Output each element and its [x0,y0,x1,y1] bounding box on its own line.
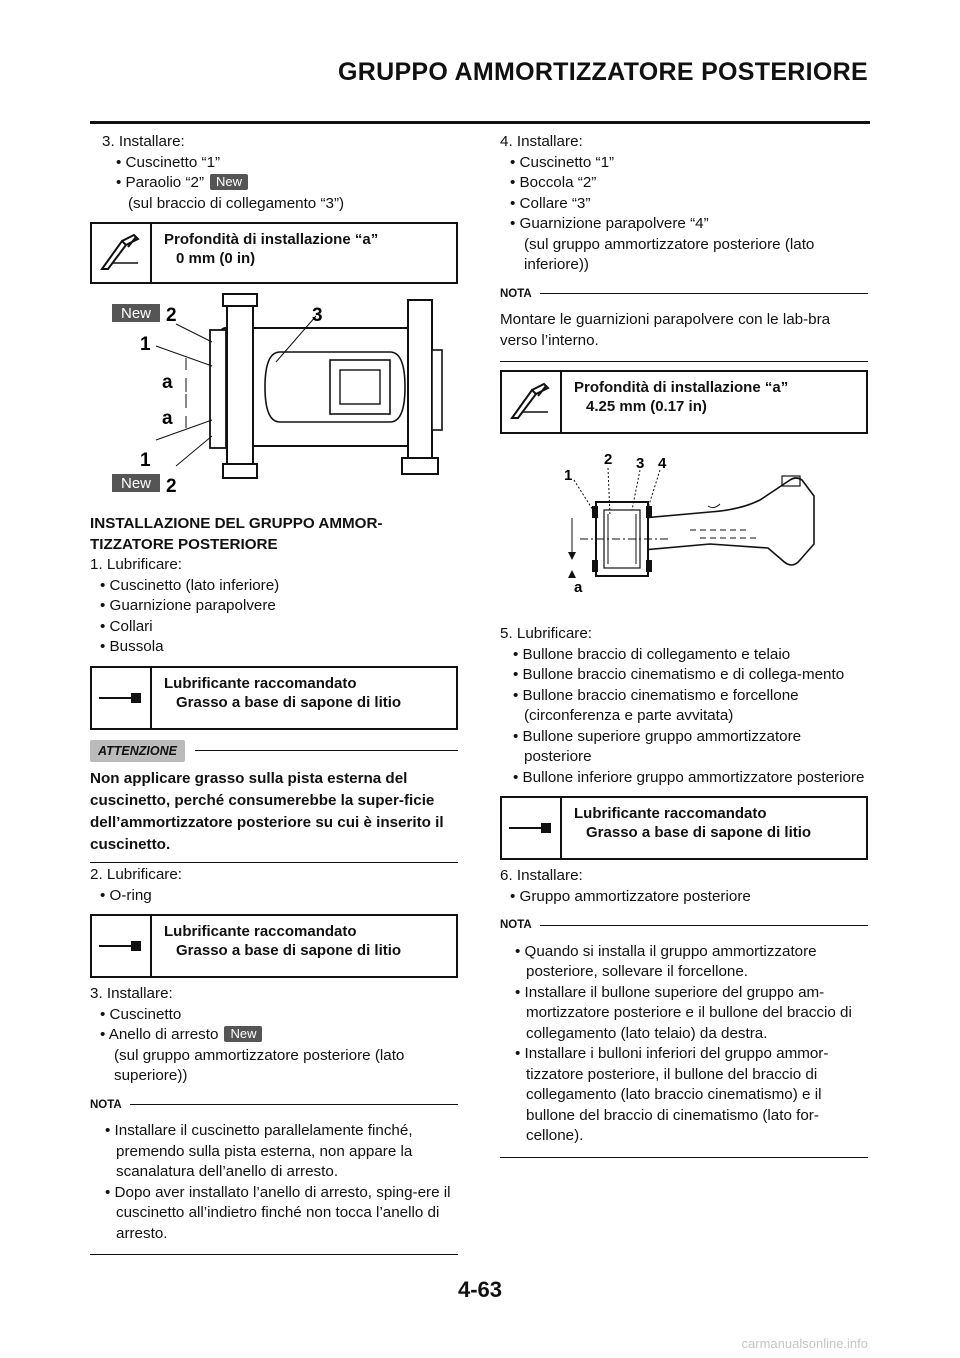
caliper-icon [92,224,152,282]
step-item: • Cuscinetto “1” [116,153,221,171]
page-number: 4-63 [457,1277,503,1302]
nota-header [90,1095,458,1116]
step-3a [90,132,458,214]
nota-item: • Quando si installa il gruppo ammortizzatore posteriore, sollevare il forcellone. [515,942,817,980]
bolt-nut [223,464,257,478]
bearing-right [432,350,442,430]
bolt-head [223,294,257,306]
dim-arrow [568,552,576,560]
grease-gun-icon [92,916,152,976]
step-title: 1. Lubrificare: [90,556,183,573]
spec-box-lubricant [90,666,458,730]
nota-label: NOTA [90,1098,122,1111]
nota-header [500,915,868,936]
step-item: • Cuscinetto (lato inferiore) [100,576,280,594]
spec-label: Lubrificante raccomandato [574,805,767,822]
nota-header [500,284,868,305]
diagram-label: New [120,305,152,322]
header-rule [90,121,870,124]
step-item: • O-ring [100,886,152,904]
diagram-label: 2 [604,451,613,468]
step-1 [90,555,458,658]
step-item: • Guarnizione parapolvere [100,597,276,614]
section-title: INSTALLAZIONE DEL GRUPPO AMMOR- TIZZATORE POSTERIORE [90,515,383,553]
step-6 [500,866,868,907]
nota-item: • Installare i bulloni inferiori del gruppo ammor-tizzatore posteriore, il bullone del braccio di collegamento (lato braccio cinematismo) e il bullone del braccio di cinematismo (lato for-cellone). [515,1045,829,1144]
spec-value: Grasso a base di sapone di litio [176,693,402,711]
diagram-shock-lower-bearing [500,440,868,620]
grease-gun-icon [502,798,562,858]
step-item: • Guarnizione parapolvere “4” [510,215,709,232]
nota-item: • Installare il cuscinetto parallelamente finché, premendo sulla pista esterna, non appare la scanalatura dell’anello di arresto. [105,1122,413,1180]
nota-item: • Installare il bullone superiore del gruppo am-mortizzatore posteriore e il bullone del braccio di collegamento (lato telaio) da destra. [515,983,852,1042]
diagram-label: 1 [140,450,151,471]
diagram-label: 4 [658,455,667,472]
step-title: 2. Lubrificare: [90,866,183,883]
step-note: (sul braccio di collegamento “3”) [128,194,345,212]
dust-seal [592,506,598,518]
attention-text: Non applicare grasso sulla pista esterna del cuscinetto, perché consumerebbe la super-ficie dell’ammortizzatore posteriore su cui è inserito il cuscinetto. [90,770,444,853]
watermark: carmanualsonline.info [741,1336,868,1351]
diagram-label: 3 [636,455,645,472]
spec-box-lubricant [500,796,868,860]
leader-line [276,316,316,362]
spec-label: Lubrificante raccomandato [164,923,357,940]
left-column [90,132,458,1255]
leader-line [176,324,212,342]
attention-label: ATTENZIONE [90,740,185,763]
step-title: 3. Installare: [102,133,185,150]
diagram-label: 1 [564,467,573,484]
new-badge: New [210,174,248,190]
leader-line [648,470,660,508]
dust-seal [592,560,598,572]
dim-arrow [568,570,576,578]
step-5 [500,624,868,788]
step-item: • Bullone superiore gruppo ammortizzatore posteriore [513,727,802,765]
diagram-label: New [120,475,152,492]
bolt-right-nut [402,458,438,474]
step-note: (sul gruppo ammortizzatore posteriore (lato superiore)) [114,1046,405,1084]
contour-line [708,504,720,508]
nota-end-rule [90,1254,458,1255]
bolt-left [227,298,253,470]
step-item: • Cuscinetto [100,1005,182,1023]
step-title: 3. Installare: [90,985,173,1002]
spec-box-depth [500,370,868,434]
step-item: • Gruppo ammortizzatore posteriore [510,887,751,905]
attention-end-rule [90,862,458,863]
step-note: (sul gruppo ammortizzatore posteriore (lato inferiore)) [524,235,815,273]
caliper-icon [502,372,562,432]
diagram-label: a [162,408,173,429]
spec-box-depth [90,222,458,284]
step-item: • Anello di arresto New [90,1025,458,1046]
step-item: • Bussola [100,638,164,655]
new-badge: New [224,1026,262,1042]
dust-seal [646,560,652,572]
spec-value: Grasso a base di sapone di litio [586,824,812,841]
nota-label: NOTA [500,919,532,931]
leader-line [156,346,212,366]
nota-text: Montare le guarnizioni parapolvere con le lab-bra verso l’interno. [500,311,831,349]
step-title: 5. Lubrificare: [500,625,593,642]
dust-seal [646,506,652,518]
spec-box-lubricant [90,914,458,978]
page-header-title: GRUPPO AMMORTIZZATORE POSTERIORE [338,58,868,86]
step-item: • Bullone braccio cinematismo e forcellone (circonferenza e parte avvitata) [513,686,799,724]
step-title: 4. Installare: [500,133,583,150]
attention-header [90,740,458,763]
bearing-left [210,330,226,448]
nota-end-rule [500,361,868,362]
diagram-label: a [574,579,583,596]
step-item: • Paraolio “2” New [90,173,458,194]
diagram-label: 3 [312,305,323,326]
step-item: • Boccola “2” [510,174,597,191]
diagram-label: 1 [140,334,151,355]
leader-line [176,436,212,466]
step-item: • Bullone braccio cinematismo e di collega-mento [513,666,845,683]
bolt-right [408,300,432,470]
diagram-link-arm-bearing [90,290,458,508]
step-item: • Collare “3” [510,194,591,212]
spec-label: Lubrificante raccomandato [164,674,357,692]
grease-gun-icon [92,668,152,728]
nota-label: NOTA [500,287,532,300]
step-item: • Bullone braccio di collegamento e telaio [513,645,791,663]
diagram-label: a [162,372,173,393]
nota-item: • Dopo aver installato l’anello di arresto, sping-ere il cuscinetto all’indietro finché non tocca l’anello di arresto. [105,1183,451,1242]
step-2 [90,865,458,906]
spec-value: 0 mm (0 in) [176,250,256,267]
shock-body [620,478,814,565]
step-item: • Cuscinetto “1” [510,153,615,171]
diagram-label: 2 [166,476,177,497]
step-item: • Bullone inferiore gruppo ammortizzatore posteriore [513,768,865,786]
nota-end-rule [500,1157,868,1158]
link-arm-boss [330,360,390,414]
spec-label: Profondità di installazione “a” [164,231,379,248]
diagram-label: 2 [166,305,177,326]
spec-label: Profondità di installazione “a” [574,379,789,396]
step-item: • Collari [100,617,153,635]
spec-value: 4.25 mm (0.17 in) [586,398,707,415]
step-4 [500,132,868,276]
step-3b [90,984,458,1087]
step-title: 6. Installare: [500,867,583,884]
right-column [500,132,868,1158]
spec-value: Grasso a base di sapone di litio [176,942,402,959]
